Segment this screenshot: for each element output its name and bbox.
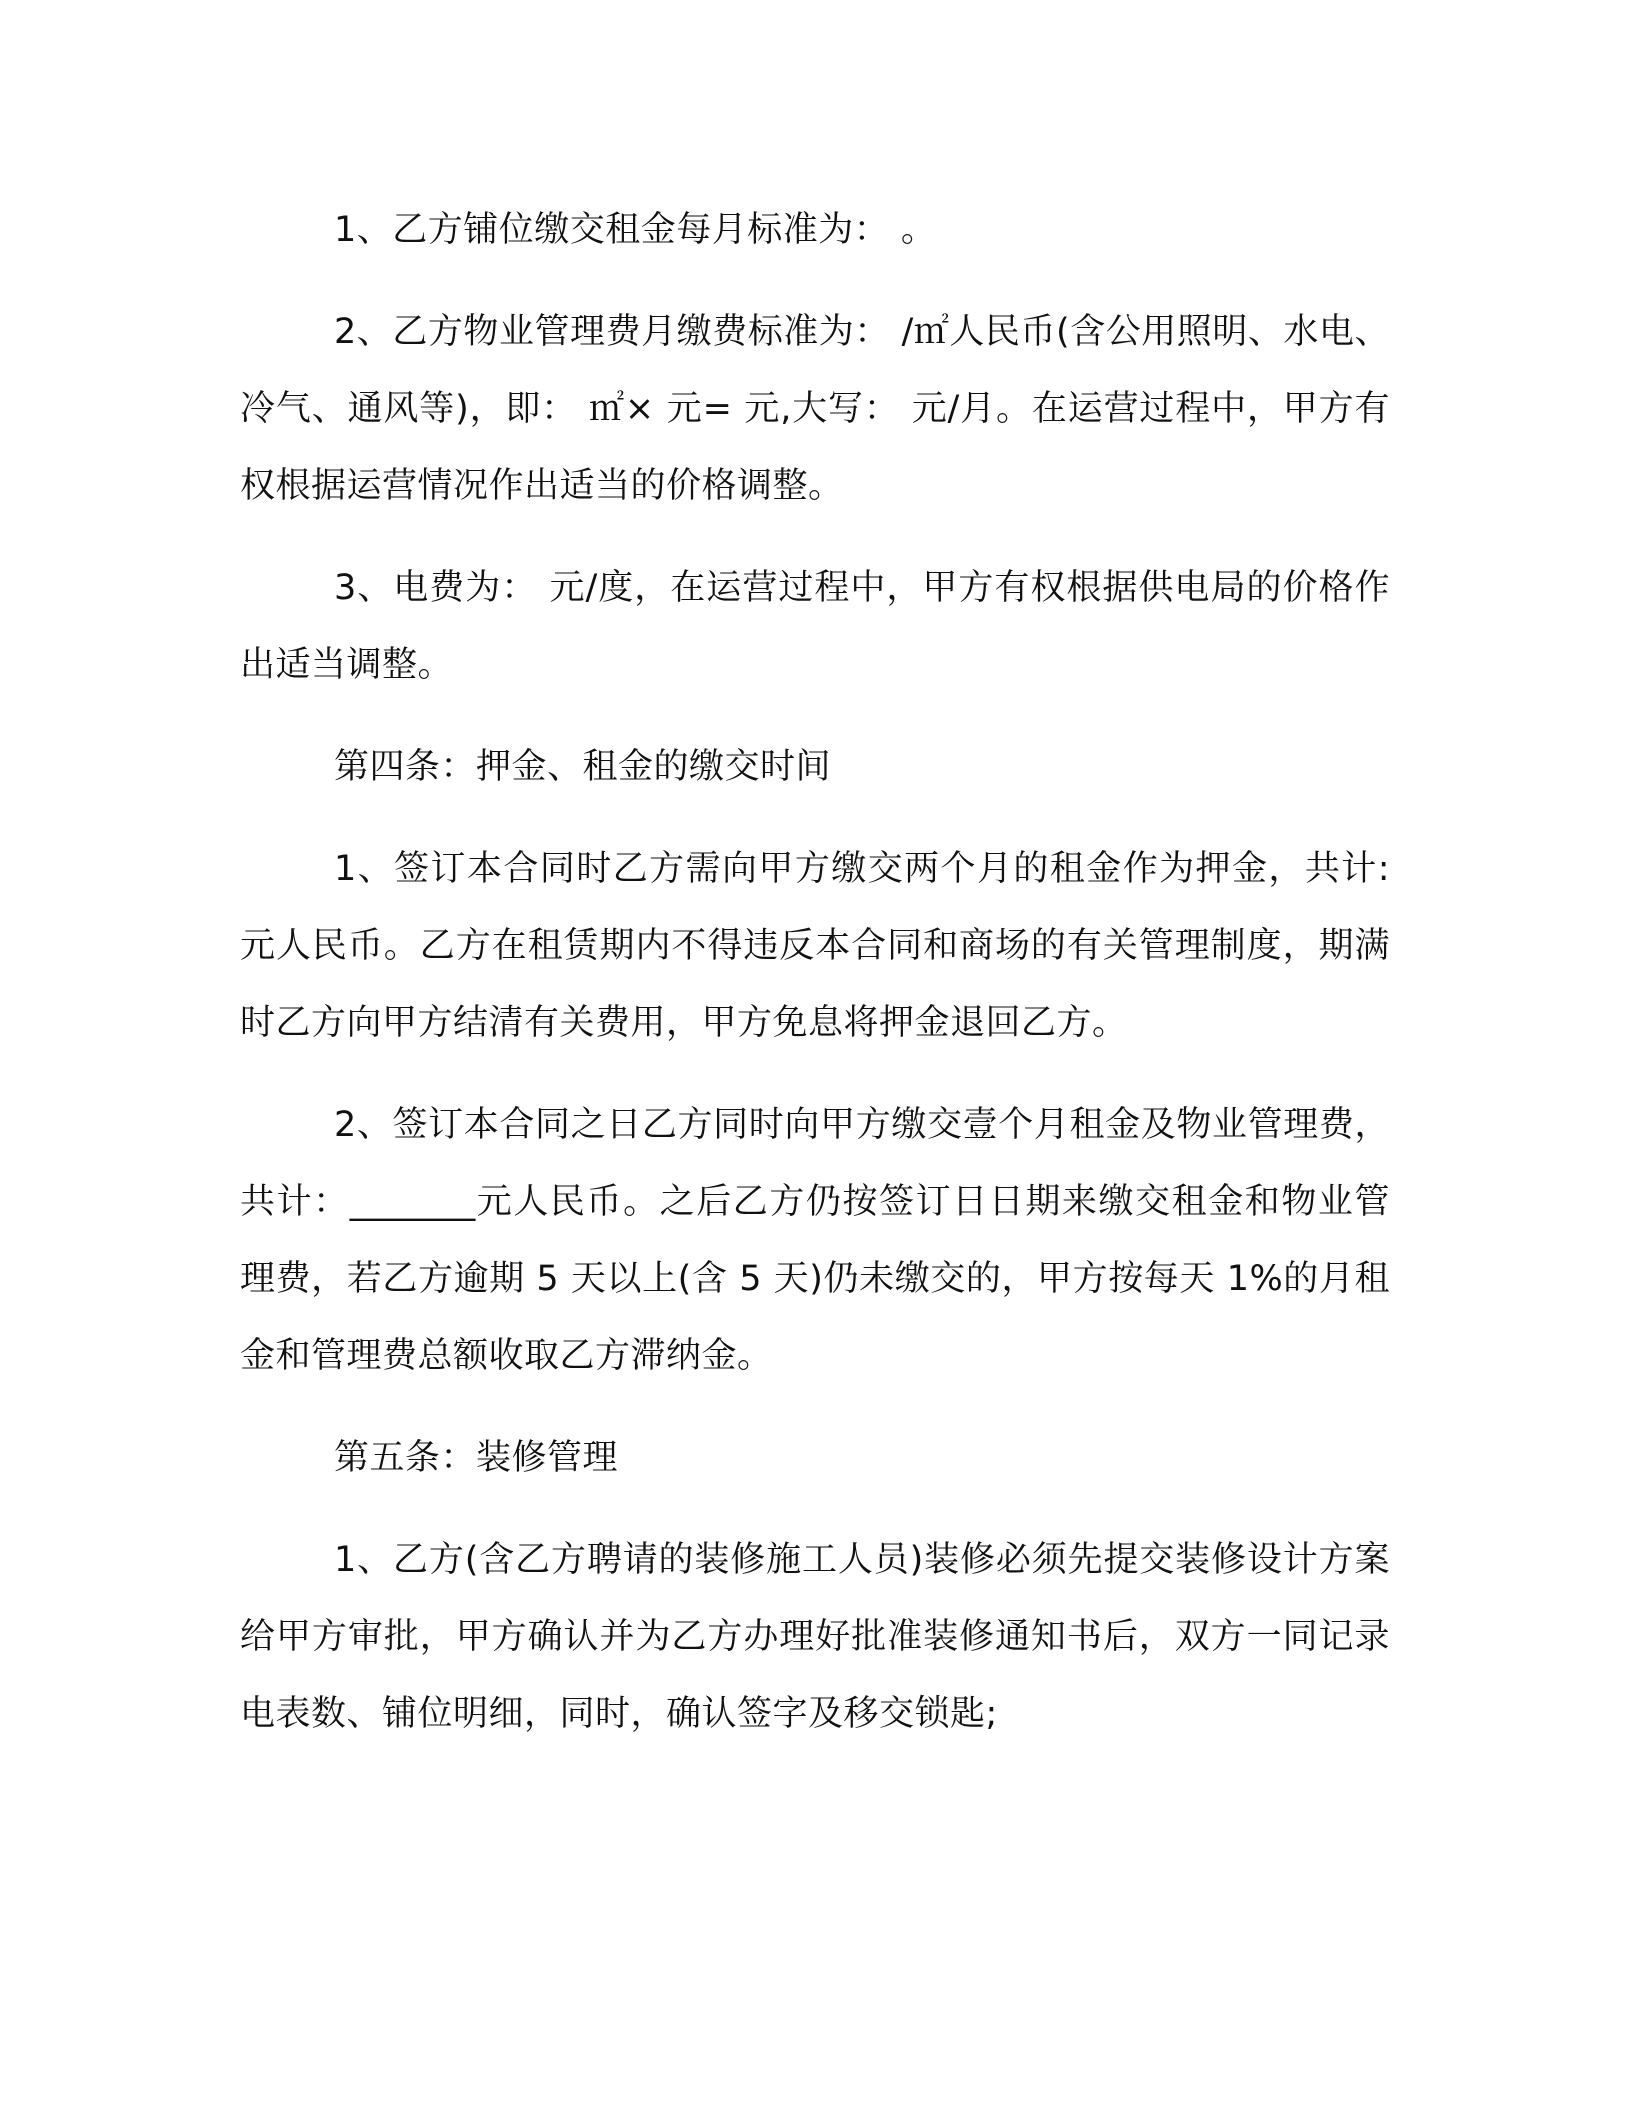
- section-heading-article-4: 第四条：押金、租金的缴交时间: [334, 747, 832, 787]
- clause-property-fee: 2、乙方物业管理费月缴费标准为： /㎡人民币(含公用照明、水电、冷气、通风等)，即： ㎡× 元= 元,大写： 元/月。在运营过程中，甲方有权根据运营情况作出适当的价格调整。: [240, 312, 1390, 506]
- clause-rent-standard: 1、乙方铺位缴交租金每月标准为： 。: [334, 210, 937, 250]
- clause-deposit: 1、签订本合同时乙方需向甲方缴交两个月的租金作为押金，共计: 元人民币。乙方在租赁期内不得违反本合同和商场的有关管理制度，期满时乙方向甲方结清有关费用，甲方免息将押金退回乙方。: [240, 849, 1390, 1043]
- section-heading-article-5: 第五条：装修管理: [334, 1438, 619, 1478]
- document-body: [240, 192, 1390, 1778]
- clause-renovation-approval: 1、乙方(含乙方聘请的装修施工人员)装修必须先提交装修设计方案给甲方审批，甲方确认并为乙方办理好批准装修通知书后，双方一同记录电表数、铺位明细，同时，确认签字及移交锁匙;: [240, 1540, 1390, 1734]
- clause-electricity-fee: 3、电费为： 元/度，在运营过程中，甲方有权根据供电局的价格作出适当调整。: [240, 568, 1390, 685]
- clause-first-payment: 2、签订本合同之日乙方同时向甲方缴交壹个月租金及物业管理费，共计：_______元人民币。之后乙方仍按签订日日期来缴交租金和物业管理费，若乙方逾期 5 天以上(含 5 天)仍未缴交的，甲方按每天 1%的月租金和管理费总额收取乙方滞纳金。: [240, 1105, 1390, 1376]
